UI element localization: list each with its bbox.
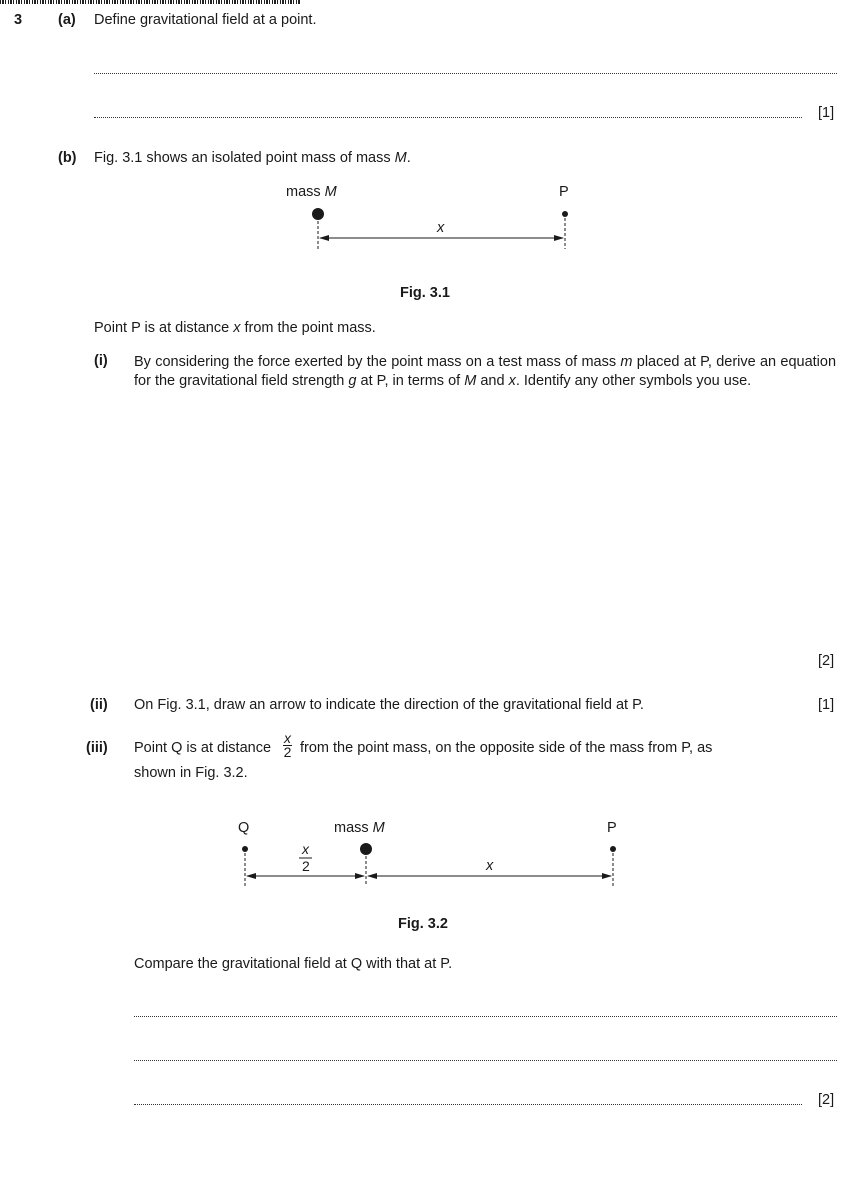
- part-iii-text-2: from the point mass, on the opposite side of the mass from P, as: [300, 740, 713, 756]
- fig2-point-p: P: [607, 820, 617, 836]
- fig2-distance-x: x: [486, 858, 494, 874]
- part-iii-label: (iii): [86, 740, 108, 756]
- part-a-label: (a): [58, 12, 76, 28]
- fig-3-1-caption: Fig. 3.1: [400, 285, 450, 301]
- fig2-half-den: 2: [302, 858, 310, 874]
- fig2-mass-label: mass M: [334, 820, 385, 836]
- part-ii-marks: [1]: [818, 697, 835, 713]
- part-iii-text-1: Point Q is at distance: [134, 740, 272, 756]
- answer-line[interactable]: [134, 1016, 837, 1017]
- part-b-intro: Fig. 3.1 shows an isolated point mass of mass M.: [94, 150, 411, 166]
- part-iii-text-3: shown in Fig. 3.2.: [134, 765, 248, 781]
- part-a-marks: [1]: [818, 105, 835, 121]
- point-mass-dot: [312, 208, 324, 220]
- part-iii-marks: [2]: [818, 1092, 835, 1108]
- answer-line[interactable]: [134, 1060, 837, 1061]
- fig2-point-q: Q: [238, 820, 250, 836]
- fig-3-1-diagram: [0, 0, 862, 280]
- point-p-dot: [610, 846, 616, 852]
- fig2-half-num: x: [302, 841, 309, 857]
- fig-3-2-diagram: [0, 790, 862, 890]
- part-b-label: (b): [58, 150, 77, 166]
- point-p-dot: [562, 211, 568, 217]
- part-i-label: (i): [94, 353, 108, 369]
- fraction-x-over-2: $\frac{x}{2}$: [283, 730, 292, 760]
- part-i-text: By considering the force exerted by the point mass on a test mass of mass m placed at P, derive an equation for the gravitational field strength g at P, in terms of M and x. Identify any other symbols you use.: [134, 354, 837, 389]
- answer-line[interactable]: [134, 1104, 802, 1105]
- part-ii-text: On Fig. 3.1, draw an arrow to indicate the direction of the gravitational field at P.: [134, 697, 644, 713]
- question-number: 3: [14, 12, 23, 28]
- part-a-text: Define gravitational field at a point.: [94, 12, 317, 28]
- compare-prompt: Compare the gravitational field at Q with that at P.: [134, 956, 453, 972]
- fig-3-2-caption: Fig. 3.2: [398, 916, 448, 932]
- part-ii-label: (ii): [90, 697, 108, 713]
- point-p-description: Point P is at distance x from the point mass.: [94, 320, 376, 336]
- part-i-marks: [2]: [818, 653, 835, 669]
- fig1-mass-label: mass M: [286, 184, 337, 200]
- fig1-point-p: P: [559, 184, 569, 200]
- point-q-dot: [242, 846, 248, 852]
- fig1-distance-x: x: [437, 220, 445, 236]
- point-mass-dot: [360, 843, 372, 855]
